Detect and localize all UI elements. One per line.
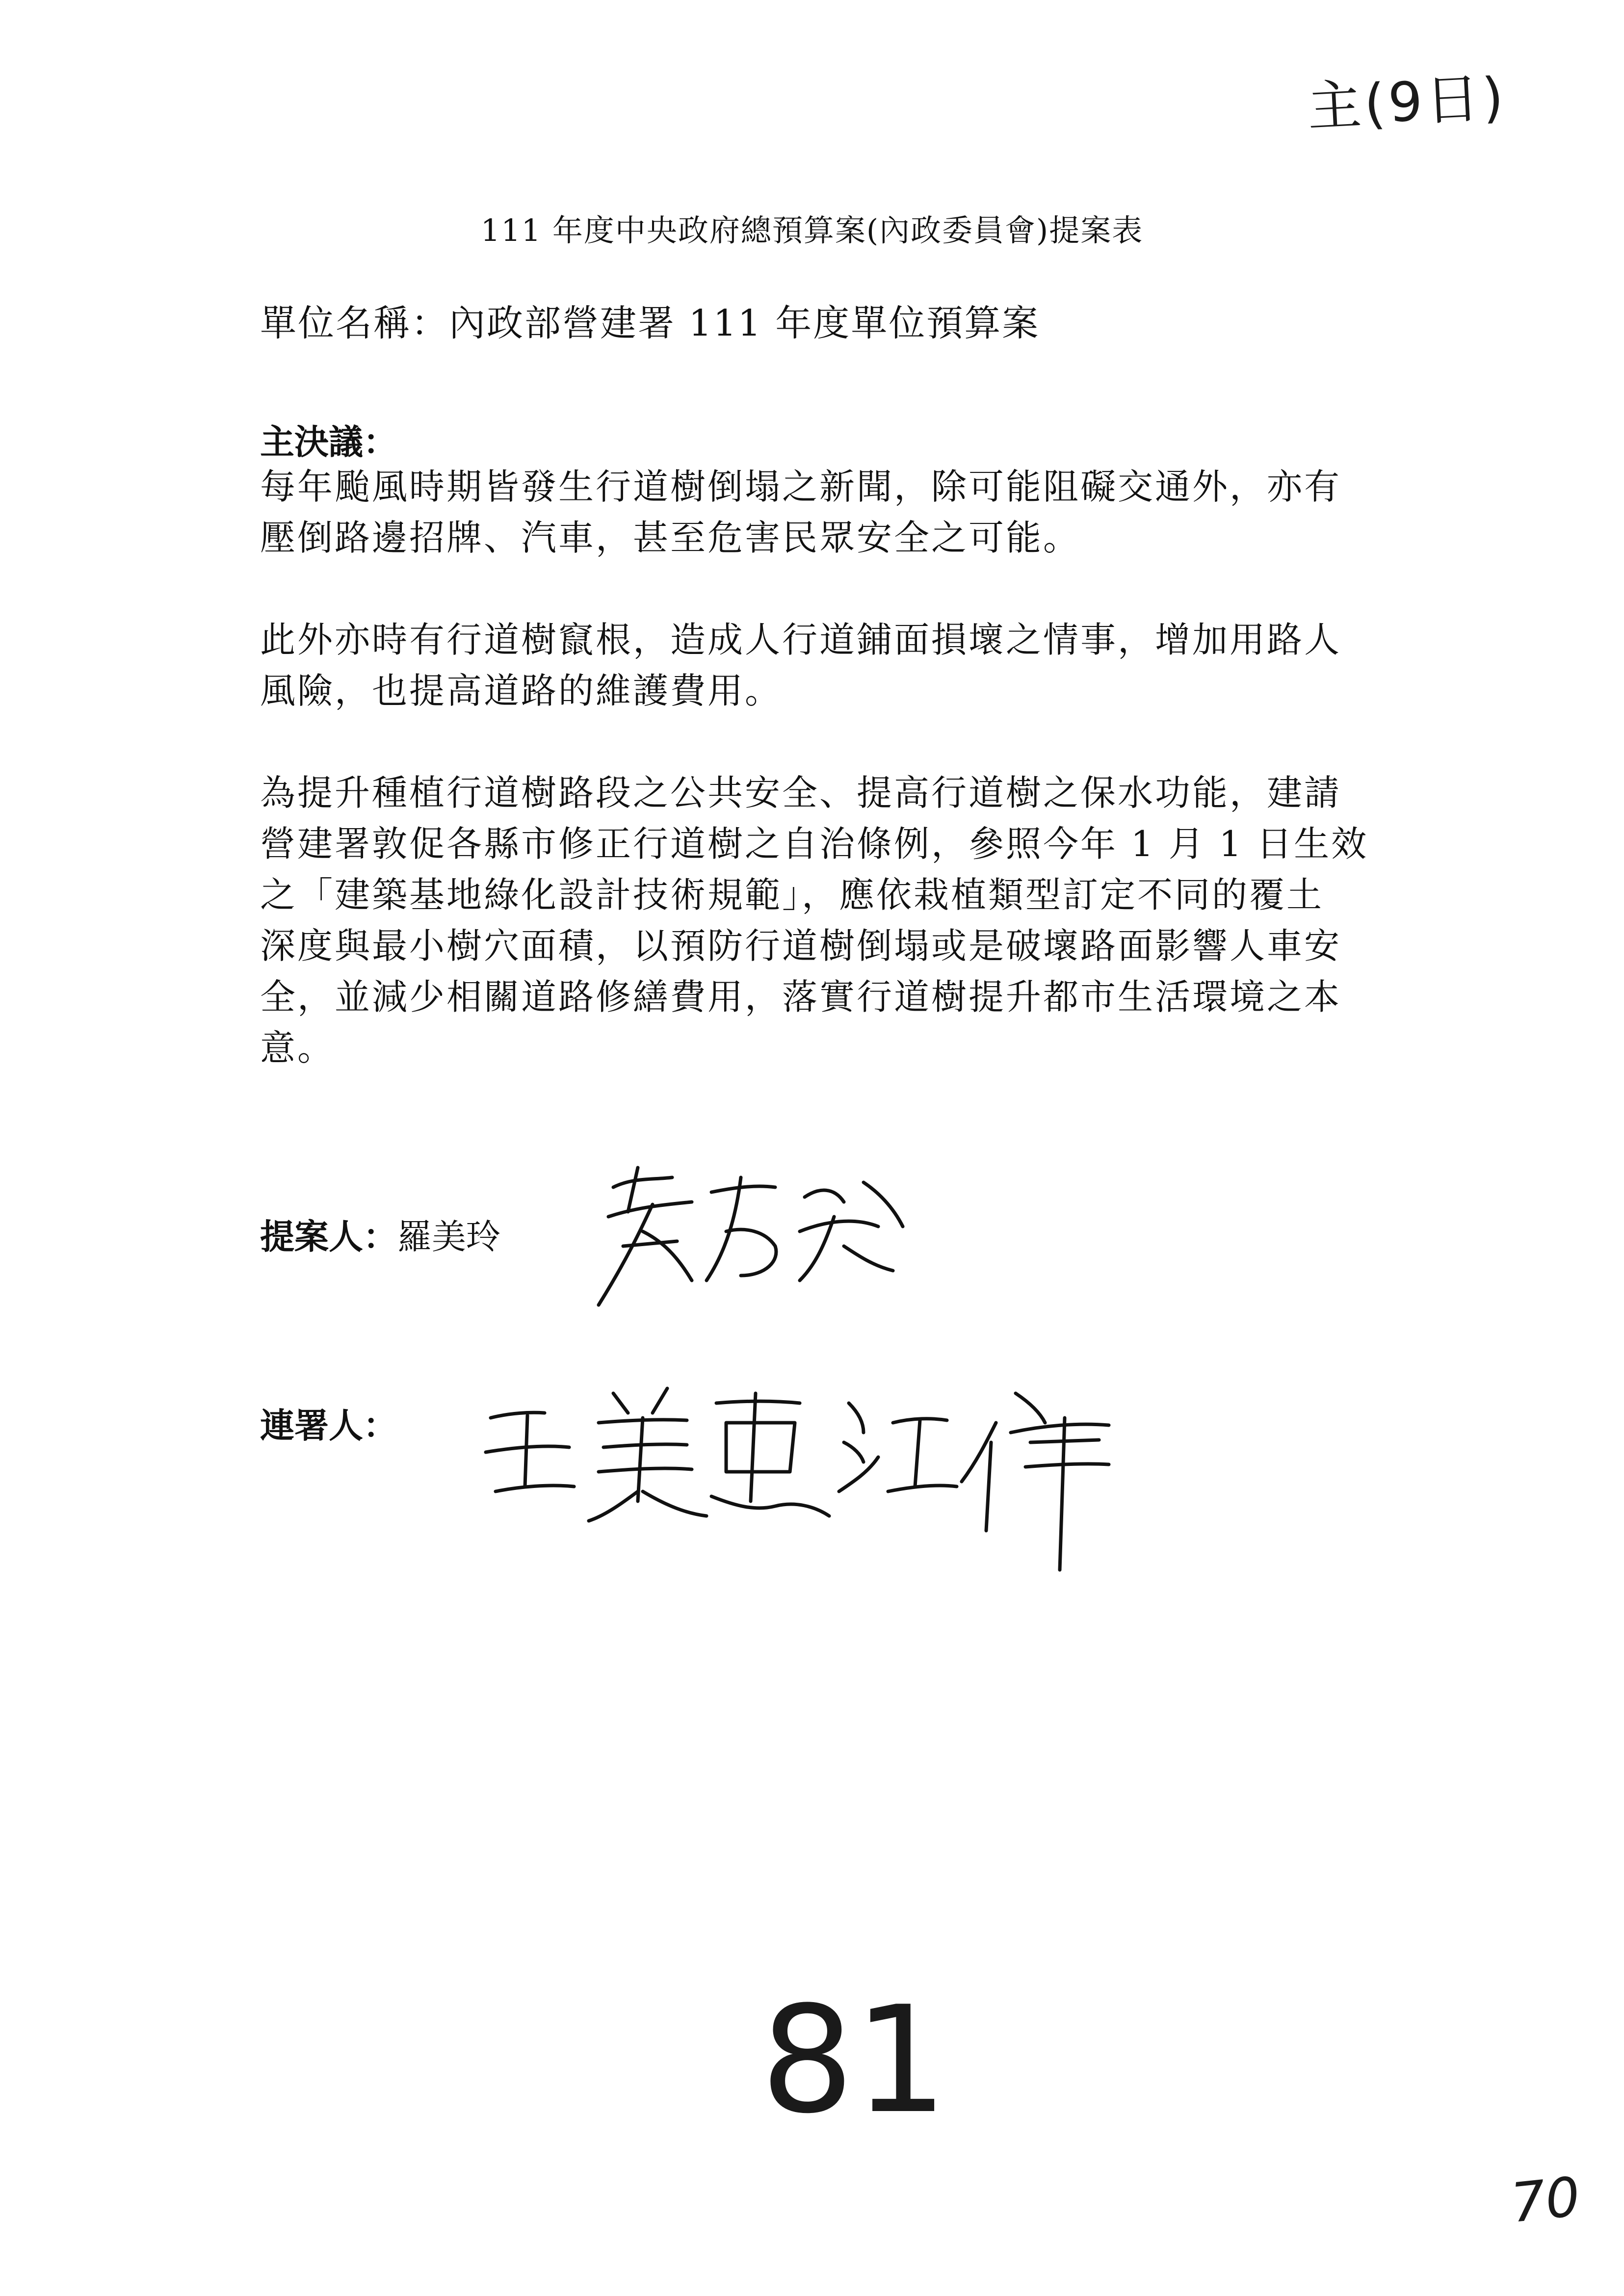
text-line: 每年颱風時期皆發生行道樹倒塌之新聞，除可能阻礙交通外，亦有 [260, 466, 1342, 507]
proposer-row [260, 1209, 500, 1259]
text-line: 營建署敦促各縣市修正行道樹之自治條例，參照今年 1 月 1 日生效 [260, 823, 1369, 864]
cosigner-signature-2 [834, 1369, 1119, 1575]
cosigner-signature-1 [481, 1374, 834, 1531]
text-line: 之「建築基地綠化設計技術規範」，應依栽植類型訂定不同的覆土 [260, 874, 1324, 915]
main-resolution-label: 主決議： [260, 422, 397, 462]
unit-name-line [260, 294, 1040, 346]
page-number: 81 [760, 1975, 948, 2146]
text-line: 深度與最小樹穴面積，以預防行道樹倒塌或是破壞路面影響人車安 [260, 925, 1342, 966]
text-line: 全，並減少相關道路修繕費用，落實行道樹提升都市生活環境之本 [260, 976, 1342, 1018]
cosigner-row [260, 1398, 397, 1448]
text-line: 風險，也提高道路的維護費用。 [260, 670, 783, 711]
paragraph-typhoon [260, 461, 1388, 563]
proposer-signature [579, 1158, 922, 1315]
text-line: 壓倒路邊招牌、汽車，甚至危害民眾安全之可能。 [260, 517, 1081, 558]
paragraph-roots [260, 614, 1388, 716]
text-line: 為提升種植行道樹路段之公共安全、提高行道樹之保水功能，建請 [260, 772, 1342, 813]
paragraph-recommendation [260, 767, 1388, 1073]
cosigner-label: 連署人： [260, 1406, 397, 1446]
text-line: 意。 [260, 1027, 335, 1069]
text-line: 此外亦時有行道樹竄根，造成人行道鋪面損壞之情事，增加用路人 [260, 619, 1342, 660]
corner-handwritten-mark: 主(9日) [1306, 65, 1508, 139]
proposer-name: 羅美玲 [397, 1217, 500, 1257]
resolution-body [260, 461, 1388, 1124]
proposer-label: 提案人： [260, 1217, 397, 1257]
form-title: 111 年度中央政府總預算案(內政委員會)提案表 [480, 212, 1144, 248]
unit-name-value: 內政部營建署 111 年度單位預算案 [449, 302, 1040, 344]
unit-name-label: 單位名稱： [260, 302, 449, 344]
bottom-corner-mark: 70 [1508, 2165, 1583, 2235]
